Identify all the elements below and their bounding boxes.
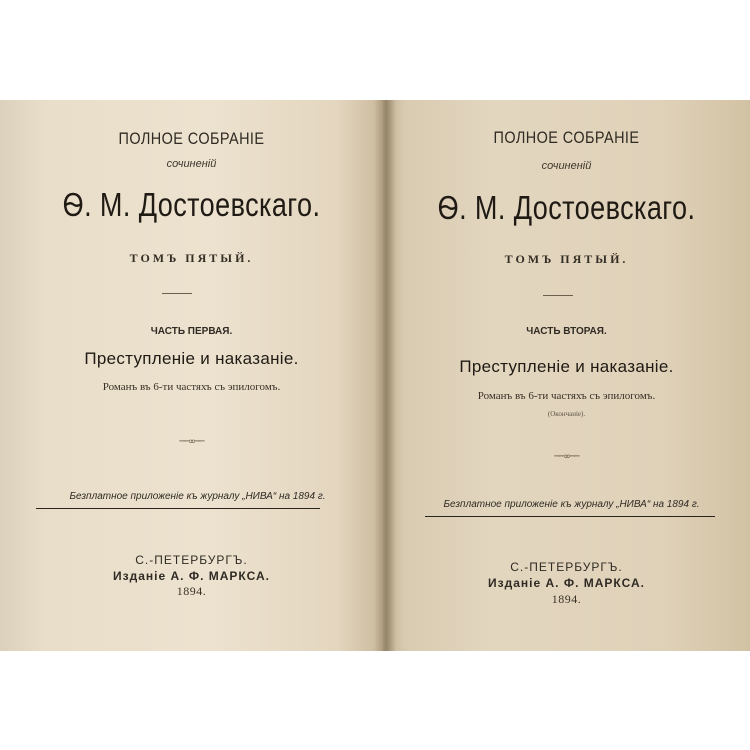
left-ornament: ──∞── [179, 437, 204, 447]
left-volume-label: ТОМЪ ПЯТЫЙ. [129, 251, 254, 265]
right-ending-note: (Окончаніе). [547, 410, 586, 418]
left-subtitle: Романъ въ 6-ти частяхъ съ эпилогомъ. [102, 381, 281, 393]
right-supplement-note: Безплатное приложеніе къ журналу „НИВА“ на 1894 г. [443, 499, 700, 510]
right-works-label: сочиненiй [541, 160, 592, 172]
left-work-title: Преступленіе и наказаніе. [84, 349, 299, 368]
right-subtitle: Романъ въ 6-ти частяхъ съ эпилогомъ. [477, 390, 656, 402]
right-series-title: ПОЛНОЕ СОБРАНIЕ [493, 128, 640, 147]
right-work-title: Преступленіе и наказаніе. [459, 357, 674, 376]
left-short-rule [162, 293, 192, 294]
right-year: 1894. [551, 592, 582, 606]
left-year: 1894. [176, 584, 207, 598]
left-publisher: Изданiе А. Ф. МАРКСА. [113, 569, 270, 583]
left-city: С.-ПЕТЕРБУРГЪ. [135, 553, 248, 567]
left-supplement-note: Безплатное приложеніе къ журналу „НИВА“ на 1894 г. [69, 491, 326, 502]
left-series-title: ПОЛНОЕ СОБРАНIЕ [118, 129, 265, 148]
right-city: С.-ПЕТЕРБУРГЪ. [510, 560, 623, 574]
right-part-label: ЧАСТЬ ВТОРАЯ. [526, 326, 607, 337]
left-works-label: сочиненiй [166, 158, 217, 170]
right-publisher: Изданiе А. Ф. МАРКСА. [488, 576, 645, 590]
right-divider-line [425, 516, 715, 517]
book-photo [0, 100, 750, 651]
left-author-name: Ѳ. М. Достоевскаго. [62, 186, 321, 223]
left-divider-line [36, 508, 320, 509]
right-author-name: Ѳ. М. Достоевскаго. [437, 189, 696, 226]
right-ornament: ──∞── [554, 452, 579, 462]
left-part-label: ЧАСТЬ ПЕРВАЯ. [150, 326, 233, 337]
right-short-rule [543, 295, 573, 296]
right-volume-label: ТОМЪ ПЯТЫЙ. [504, 252, 629, 266]
